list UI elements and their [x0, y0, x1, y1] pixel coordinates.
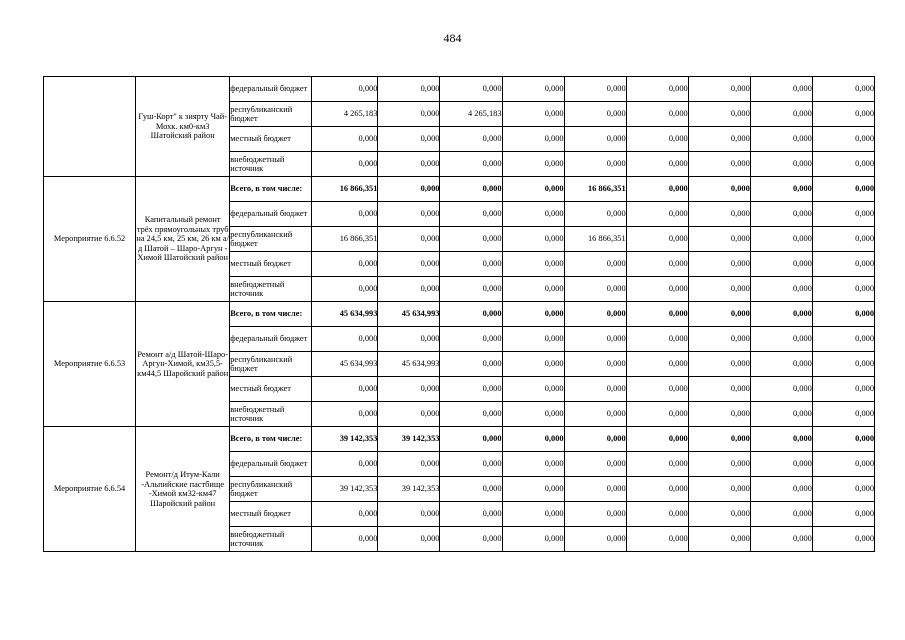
table-row: [44, 177, 875, 202]
page-number: 484: [443, 31, 462, 45]
value-cell: 0,000: [312, 277, 378, 302]
event-id-cell: Мероприятие 6.6.54: [44, 427, 136, 552]
table-row: [44, 427, 875, 452]
value-cell: 0,000: [750, 77, 812, 102]
value-cell: 0,000: [750, 152, 812, 177]
value-cell: 16 866,351: [312, 227, 378, 252]
value-cell: 0,000: [378, 502, 440, 527]
value-cell: 0,000: [378, 77, 440, 102]
total-label-cell: Всего, в том числе:: [230, 177, 312, 202]
value-cell: 0,000: [378, 252, 440, 277]
value-cell: 0,000: [502, 227, 564, 252]
value-cell: 0,000: [564, 252, 626, 277]
value-cell: 0,000: [626, 177, 688, 202]
value-cell: 0,000: [812, 452, 874, 477]
event-id-cell: [44, 77, 136, 177]
value-cell: 0,000: [688, 127, 750, 152]
value-cell: 0,000: [440, 302, 502, 327]
value-cell: 0,000: [812, 127, 874, 152]
value-cell: 0,000: [564, 427, 626, 452]
value-cell: 0,000: [688, 102, 750, 127]
value-cell: 0,000: [750, 352, 812, 377]
value-cell: 0,000: [440, 477, 502, 502]
value-cell: 0,000: [688, 202, 750, 227]
value-cell: 0,000: [750, 277, 812, 302]
value-cell: 45 634,993: [312, 302, 378, 327]
value-cell: 0,000: [564, 277, 626, 302]
event-name-cell: Гуш-Корт" к зиярту Чай-Мохк. км0-км3 Шатойский район: [136, 77, 230, 177]
total-label-cell: Всего, в том числе:: [230, 302, 312, 327]
value-cell: 0,000: [688, 227, 750, 252]
value-cell: 0,000: [440, 227, 502, 252]
value-cell: 0,000: [626, 152, 688, 177]
value-cell: 0,000: [312, 252, 378, 277]
funding-source-cell: республиканский бюджет: [230, 352, 312, 377]
value-cell: 0,000: [378, 177, 440, 202]
value-cell: 0,000: [564, 152, 626, 177]
value-cell: 0,000: [564, 127, 626, 152]
value-cell: 0,000: [750, 177, 812, 202]
value-cell: 45 634,993: [378, 302, 440, 327]
value-cell: 0,000: [502, 527, 564, 552]
value-cell: 0,000: [688, 427, 750, 452]
value-cell: 0,000: [440, 177, 502, 202]
value-cell: 0,000: [812, 377, 874, 402]
value-cell: 0,000: [312, 202, 378, 227]
value-cell: 0,000: [502, 252, 564, 277]
value-cell: 45 634,993: [378, 352, 440, 377]
value-cell: 0,000: [626, 477, 688, 502]
value-cell: 0,000: [378, 277, 440, 302]
total-label-cell: Всего, в том числе:: [230, 427, 312, 452]
value-cell: 0,000: [440, 252, 502, 277]
value-cell: 0,000: [564, 352, 626, 377]
value-cell: 0,000: [750, 327, 812, 352]
value-cell: 0,000: [378, 102, 440, 127]
value-cell: 0,000: [750, 127, 812, 152]
value-cell: 0,000: [626, 127, 688, 152]
value-cell: 0,000: [688, 352, 750, 377]
funding-source-cell: внебюджетный источник: [230, 402, 312, 427]
value-cell: 0,000: [812, 402, 874, 427]
value-cell: 0,000: [502, 77, 564, 102]
value-cell: 0,000: [750, 402, 812, 427]
value-cell: 0,000: [440, 377, 502, 402]
value-cell: 0,000: [502, 452, 564, 477]
value-cell: 0,000: [440, 202, 502, 227]
value-cell: 0,000: [564, 377, 626, 402]
value-cell: 0,000: [812, 502, 874, 527]
value-cell: 0,000: [312, 377, 378, 402]
value-cell: 0,000: [688, 377, 750, 402]
value-cell: 0,000: [502, 302, 564, 327]
value-cell: 0,000: [688, 527, 750, 552]
value-cell: 0,000: [626, 352, 688, 377]
value-cell: 0,000: [440, 152, 502, 177]
value-cell: 0,000: [312, 527, 378, 552]
value-cell: 0,000: [502, 177, 564, 202]
value-cell: 0,000: [626, 227, 688, 252]
value-cell: 0,000: [564, 502, 626, 527]
value-cell: 0,000: [688, 502, 750, 527]
value-cell: 0,000: [502, 402, 564, 427]
value-cell: 39 142,353: [312, 427, 378, 452]
value-cell: 0,000: [812, 227, 874, 252]
value-cell: 0,000: [378, 452, 440, 477]
value-cell: 0,000: [440, 452, 502, 477]
funding-source-cell: республиканский бюджет: [230, 102, 312, 127]
value-cell: 0,000: [750, 477, 812, 502]
value-cell: 39 142,353: [378, 477, 440, 502]
value-cell: 0,000: [502, 127, 564, 152]
value-cell: 0,000: [378, 527, 440, 552]
value-cell: 0,000: [440, 77, 502, 102]
value-cell: 0,000: [440, 527, 502, 552]
value-cell: 0,000: [502, 377, 564, 402]
value-cell: 0,000: [440, 502, 502, 527]
value-cell: 39 142,353: [378, 427, 440, 452]
value-cell: 0,000: [688, 77, 750, 102]
table-row: [44, 302, 875, 327]
value-cell: 0,000: [750, 502, 812, 527]
value-cell: 45 634,993: [312, 352, 378, 377]
value-cell: 0,000: [502, 502, 564, 527]
value-cell: 4 265,183: [440, 102, 502, 127]
value-cell: 0,000: [312, 77, 378, 102]
value-cell: 0,000: [750, 302, 812, 327]
value-cell: 0,000: [626, 302, 688, 327]
event-name-cell: Ремонт/д Итум-Кали -Альпийские пастбище -Химой км32-км47 Шаройский район: [136, 427, 230, 552]
value-cell: 0,000: [626, 102, 688, 127]
funding-source-cell: федеральный бюджет: [230, 77, 312, 102]
value-cell: 0,000: [312, 152, 378, 177]
value-cell: 0,000: [812, 352, 874, 377]
value-cell: 0,000: [440, 402, 502, 427]
value-cell: 0,000: [688, 152, 750, 177]
value-cell: 0,000: [626, 402, 688, 427]
value-cell: 0,000: [626, 277, 688, 302]
table-row: [44, 77, 875, 102]
funding-source-cell: внебюджетный источник: [230, 152, 312, 177]
value-cell: 0,000: [688, 327, 750, 352]
value-cell: 0,000: [440, 327, 502, 352]
funding-source-cell: федеральный бюджет: [230, 452, 312, 477]
value-cell: 0,000: [378, 327, 440, 352]
value-cell: 0,000: [378, 202, 440, 227]
value-cell: 0,000: [440, 352, 502, 377]
value-cell: 0,000: [812, 327, 874, 352]
value-cell: 0,000: [750, 527, 812, 552]
value-cell: 0,000: [812, 477, 874, 502]
value-cell: 0,000: [688, 402, 750, 427]
value-cell: 0,000: [812, 527, 874, 552]
value-cell: 0,000: [688, 252, 750, 277]
value-cell: 0,000: [564, 202, 626, 227]
value-cell: 0,000: [812, 177, 874, 202]
value-cell: 0,000: [502, 202, 564, 227]
value-cell: 0,000: [812, 202, 874, 227]
value-cell: 0,000: [626, 377, 688, 402]
value-cell: 0,000: [688, 477, 750, 502]
value-cell: 0,000: [312, 502, 378, 527]
value-cell: 0,000: [564, 477, 626, 502]
value-cell: 0,000: [688, 177, 750, 202]
value-cell: 0,000: [564, 452, 626, 477]
value-cell: 0,000: [750, 427, 812, 452]
value-cell: 0,000: [812, 102, 874, 127]
value-cell: 0,000: [626, 77, 688, 102]
value-cell: 0,000: [626, 527, 688, 552]
value-cell: 0,000: [312, 402, 378, 427]
value-cell: 0,000: [812, 277, 874, 302]
funding-source-cell: федеральный бюджет: [230, 202, 312, 227]
value-cell: 0,000: [812, 427, 874, 452]
value-cell: 0,000: [502, 477, 564, 502]
value-cell: 0,000: [502, 277, 564, 302]
value-cell: 0,000: [750, 452, 812, 477]
value-cell: 0,000: [626, 452, 688, 477]
value-cell: 0,000: [564, 77, 626, 102]
value-cell: 0,000: [750, 252, 812, 277]
value-cell: 0,000: [626, 252, 688, 277]
value-cell: 0,000: [440, 277, 502, 302]
value-cell: 0,000: [378, 377, 440, 402]
value-cell: 0,000: [564, 327, 626, 352]
value-cell: 0,000: [378, 127, 440, 152]
value-cell: 0,000: [688, 452, 750, 477]
value-cell: 0,000: [502, 427, 564, 452]
value-cell: 0,000: [812, 77, 874, 102]
value-cell: 39 142,353: [312, 477, 378, 502]
value-cell: 0,000: [564, 102, 626, 127]
value-cell: 0,000: [688, 302, 750, 327]
value-cell: 0,000: [564, 402, 626, 427]
value-cell: 0,000: [812, 152, 874, 177]
value-cell: 0,000: [750, 102, 812, 127]
value-cell: 4 265,183: [312, 102, 378, 127]
value-cell: 0,000: [812, 302, 874, 327]
value-cell: 0,000: [812, 252, 874, 277]
funding-source-cell: республиканский бюджет: [230, 227, 312, 252]
value-cell: 0,000: [750, 377, 812, 402]
value-cell: 0,000: [502, 152, 564, 177]
value-cell: 0,000: [626, 327, 688, 352]
event-name-cell: Капитальный ремонт трёх прямоугольных труб на 24,5 км, 25 км, 26 км а/д Шатой – Шаро-Аргун - Химой Шатойский район: [136, 177, 230, 302]
value-cell: 0,000: [440, 427, 502, 452]
value-cell: 0,000: [378, 227, 440, 252]
value-cell: 0,000: [564, 302, 626, 327]
value-cell: 0,000: [688, 277, 750, 302]
value-cell: 0,000: [378, 152, 440, 177]
value-cell: 0,000: [750, 227, 812, 252]
value-cell: 0,000: [378, 402, 440, 427]
event-id-cell: Мероприятие 6.6.53: [44, 302, 136, 427]
value-cell: 0,000: [440, 127, 502, 152]
value-cell: 0,000: [750, 202, 812, 227]
value-cell: 0,000: [312, 327, 378, 352]
funding-source-cell: местный бюджет: [230, 127, 312, 152]
value-cell: 0,000: [502, 102, 564, 127]
value-cell: 16 866,351: [564, 177, 626, 202]
value-cell: 0,000: [312, 452, 378, 477]
value-cell: 0,000: [564, 527, 626, 552]
value-cell: 0,000: [502, 352, 564, 377]
funding-source-cell: местный бюджет: [230, 252, 312, 277]
value-cell: 0,000: [626, 427, 688, 452]
value-cell: 16 866,351: [564, 227, 626, 252]
funding-source-cell: местный бюджет: [230, 502, 312, 527]
value-cell: 16 866,351: [312, 177, 378, 202]
funding-source-cell: внебюджетный источник: [230, 527, 312, 552]
funding-source-cell: внебюджетный источник: [230, 277, 312, 302]
budget-table: [43, 76, 875, 552]
value-cell: 0,000: [312, 127, 378, 152]
value-cell: 0,000: [626, 202, 688, 227]
value-cell: 0,000: [502, 327, 564, 352]
funding-source-cell: федеральный бюджет: [230, 327, 312, 352]
funding-source-cell: местный бюджет: [230, 377, 312, 402]
funding-source-cell: республиканский бюджет: [230, 477, 312, 502]
value-cell: 0,000: [626, 502, 688, 527]
event-id-cell: Мероприятие 6.6.52: [44, 177, 136, 302]
event-name-cell: Ремонт а/д Шатой-Шаро-Аргун-Химой, км35,5-км44,5 Шаройский район: [136, 302, 230, 427]
